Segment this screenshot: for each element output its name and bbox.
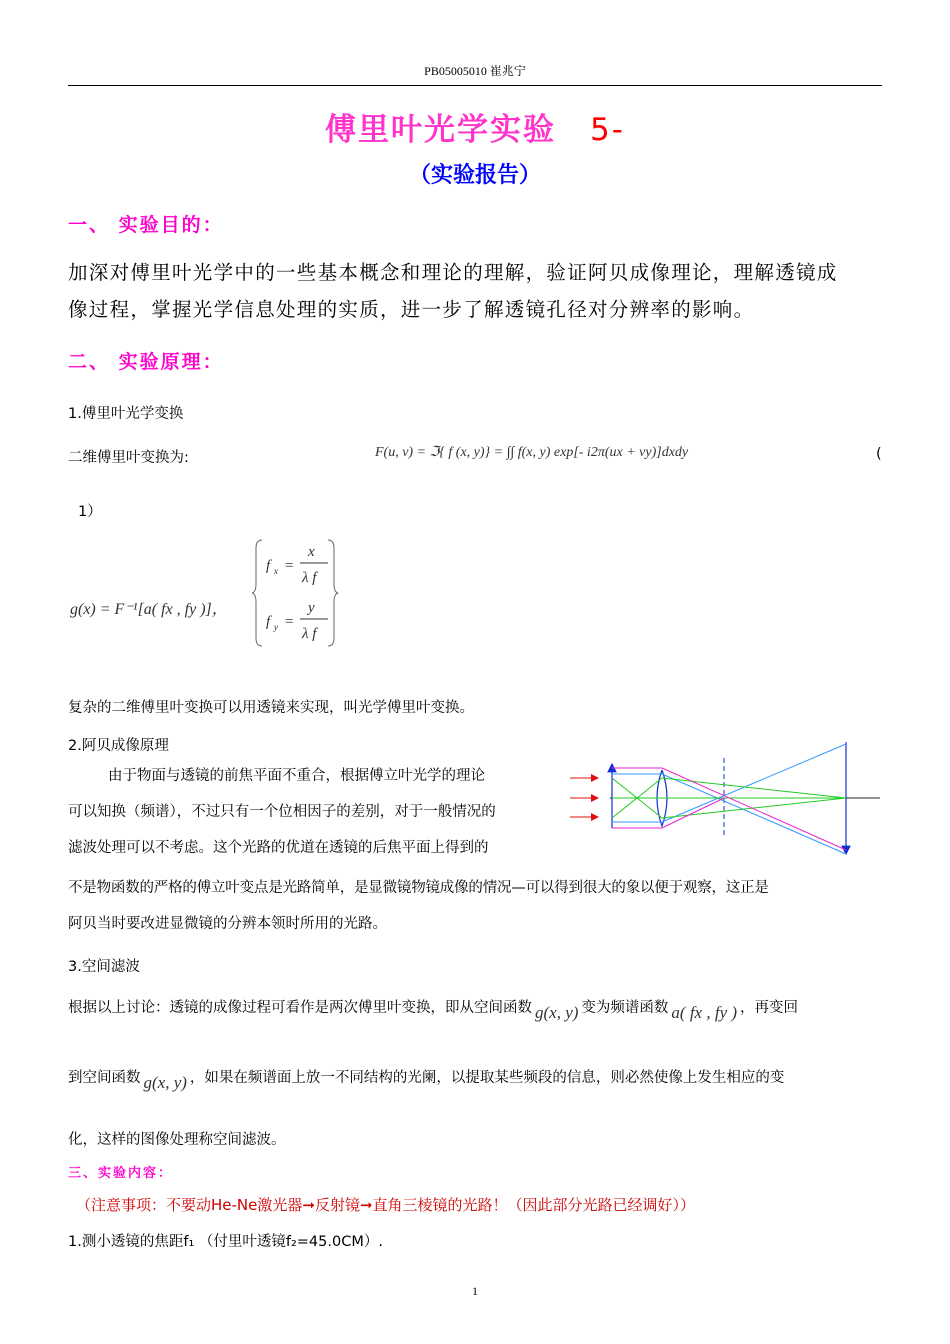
fx-numerator: x <box>308 544 315 560</box>
title-main: 傅里叶光学实验 <box>325 112 557 148</box>
abbe-line-2: 可以知换（频谱），不过只有一个位相因子的差别，对于一般情况的 <box>68 804 496 820</box>
fy-equals: = <box>284 614 295 630</box>
equation-number-close: 1） <box>78 504 102 520</box>
page-header: PB05005010 崔兆宁 <box>424 64 526 78</box>
filter-line-3: 化，这样的图像处理称空间滤波。 <box>68 1132 286 1148</box>
filter-line-1-c: ，再变回 <box>740 1000 799 1016</box>
spectrum-function-math: a( fx , fy ) <box>671 1003 738 1022</box>
header-rule <box>68 85 882 86</box>
filter-line-2-b: ，如果在频谱面上放一不同结构的光阑，以提取某些频段的信息，则必然使像上发生相应的变 <box>189 1070 785 1086</box>
abbe-line-5: 阿贝当时要改进显微镜的分辨本领时所用的光路。 <box>68 916 387 932</box>
filter-line-2-a: 到空间函数 <box>68 1070 141 1086</box>
subsection-fourier: 1.傅里叶光学变换 <box>68 406 184 422</box>
section-3-heading: 三、实验内容： <box>68 1166 174 1181</box>
document-subtitle: （实验报告） <box>408 163 541 188</box>
subsection-filter: 3.空间滤波 <box>68 959 140 975</box>
spatial-function-math-2: g(x, y) <box>143 1073 187 1092</box>
fourier-transform-formula: F(u, v) = ℑ{ f (x, y)} = ∫∫ f(x, y) exp[- i2π(ux + vy)]dxdy <box>375 445 689 460</box>
ft-label: 二维傅里叶变换为: <box>68 450 189 466</box>
fx-lhs: f <box>266 558 271 574</box>
filter-line-1-b: 变为频谱函数 <box>581 1000 669 1016</box>
section-1-line-2: 像过程，掌握光学信息处理的实质，进一步了解透镜孔径对分辨率的影响。 <box>68 298 755 321</box>
section-1-line-1: 加深对傅里叶光学中的一些基本概念和理论的理解，验证阿贝成像理论，理解透镜成 <box>68 261 838 284</box>
section-2-heading: 二、 实验原理： <box>68 351 224 373</box>
frequency-definition-brace <box>252 534 342 652</box>
fy-numerator: y <box>308 600 315 616</box>
experiment-item-1: 1.测小透镜的焦距f₁ （付里叶透镜f₂=45.0CM）. <box>68 1234 383 1250</box>
optical-ft-description: 复杂的二维傅里叶变换可以用透镜来实现，叫光学傅里叶变换。 <box>68 700 474 716</box>
fx-equals: = <box>284 558 295 574</box>
abbe-line-1: 由于物面与透镜的前焦平面不重合，根据傅立叶光学的理论 <box>108 768 485 784</box>
filter-line-1-a: 根据以上讨论：透镜的成像过程可看作是两次傅里叶变换，即从空间函数 <box>68 1000 532 1016</box>
fy-subscript: y <box>274 622 278 632</box>
abbe-optical-diagram <box>566 738 886 860</box>
notice-text: （注意事项：不要动He-Ne激光器➞反射镜➞直角三棱镜的光路！（因此部分光路已经调好）） <box>76 1196 696 1214</box>
inverse-transform-formula: g(x) = F⁻¹[a( fx , fy )]， <box>70 601 228 618</box>
document-title <box>68 104 882 149</box>
section-1-heading: 一、 实验目的： <box>68 214 224 236</box>
fy-lhs: f <box>266 614 271 630</box>
page-number: 1 <box>472 1284 478 1298</box>
spatial-function-math: g(x, y) <box>535 1003 579 1022</box>
filter-line-2 <box>68 1066 785 1092</box>
subsection-abbe: 2.阿贝成像原理 <box>68 738 169 754</box>
equation-number-open: ( <box>876 446 882 462</box>
title-number: 5- <box>590 112 625 148</box>
fx-subscript: x <box>274 566 278 576</box>
fy-denominator: λ f <box>302 626 317 642</box>
abbe-line-4: 不是物函数的严格的傅立叶变点是光路简单，是显微镜物镜成像的情况—可以得到很大的象以便于观察，这正是 <box>68 880 769 896</box>
abbe-line-3: 滤波处理可以不考虑。这个光路的优道在透镜的后焦平面上得到的 <box>68 840 489 856</box>
fx-denominator: λ f <box>302 570 317 586</box>
filter-line-1 <box>68 996 799 1022</box>
